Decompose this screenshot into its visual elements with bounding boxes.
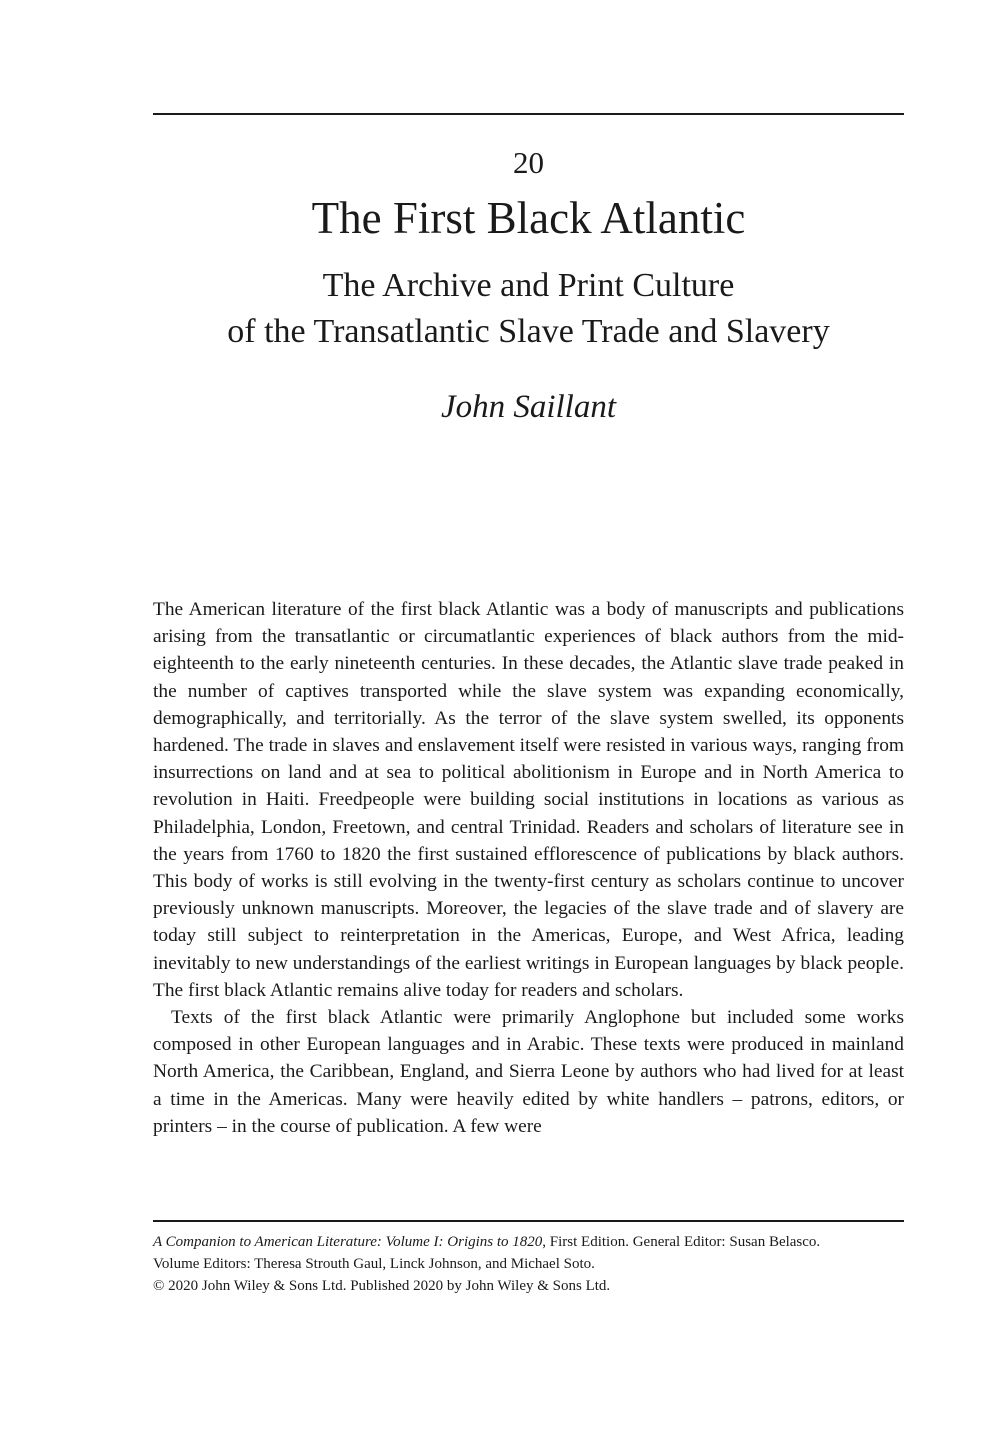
body-text — [153, 596, 904, 1140]
footnote-book-title: A Companion to American Literature: Volume I: Origins to 1820 — [153, 1234, 543, 1250]
chapter-subtitle-line1: The Archive and Print Culture — [322, 267, 735, 304]
footnote-edition-text: , First Edition. General Editor: Susan Belasco. — [542, 1234, 821, 1250]
footnote — [153, 1231, 904, 1297]
body-paragraph-1: The American literature of the first black Atlantic was a body of manuscripts and publications arising from the transatlantic or circumatlantic experiences of black authors from the mid-eighteenth to the early nineteenth centuries. In these decades, the Atlantic slave trade peaked in the number of captives transported while the slave system was expanding economically, demographically, and territorially. As the terror of the slave system swelled, its opponents hardened. The trade in slaves and enslavement itself were resisted in various ways, ranging from insurrections on land and at sea to political abolitionism in Europe and in North America to revolution in Haiti. Freedpeople were building social institutions in locations as various as Philadelphia, London, Freetown, and central Trinidad. Readers and scholars of literature see in the years from 1760 to 1820 the first sustained efflorescence of publications by black authors. This body of works is still evolving in the twenty-first century as scholars continue to uncover previously unknown manuscripts. Moreover, the legacies of the slave trade and of slavery are today still subject to reinterpretation in the Americas, Europe, and West Africa, leading inevitably to new understandings of the earliest writings in European languages by black people. The first black Atlantic remains alive today for readers and scholars. — [153, 599, 904, 1001]
author-name: John Saillant — [440, 389, 617, 425]
footnote-line-2: Volume Editors: Theresa Strouth Gaul, Linck Johnson, and Michael Soto. — [153, 1256, 595, 1272]
chapter-number: 20 — [513, 145, 544, 180]
top-rule — [153, 113, 904, 115]
footnote-line-1 — [153, 1231, 904, 1253]
chapter-title: The First Black Atlantic — [311, 193, 746, 243]
chapter-subtitle — [153, 263, 904, 355]
footnote-line-3: © 2020 John Wiley & Sons Ltd. Published 2020 by John Wiley & Sons Ltd. — [153, 1278, 611, 1294]
footnote-rule — [153, 1220, 904, 1222]
chapter-subtitle-line2: of the Transatlantic Slave Trade and Slavery — [227, 313, 830, 350]
body-paragraph-2: Texts of the first black Atlantic were primarily Anglophone but included some works composed in other European languages and in Arabic. These texts were produced in mainland North America, the Caribbean, England, and Sierra Leone by authors who had lived for at least a time in the Americas. Many were heavily edited by white handlers – patrons, editors, or printers – in the course of publication. A few were — [153, 1007, 904, 1137]
